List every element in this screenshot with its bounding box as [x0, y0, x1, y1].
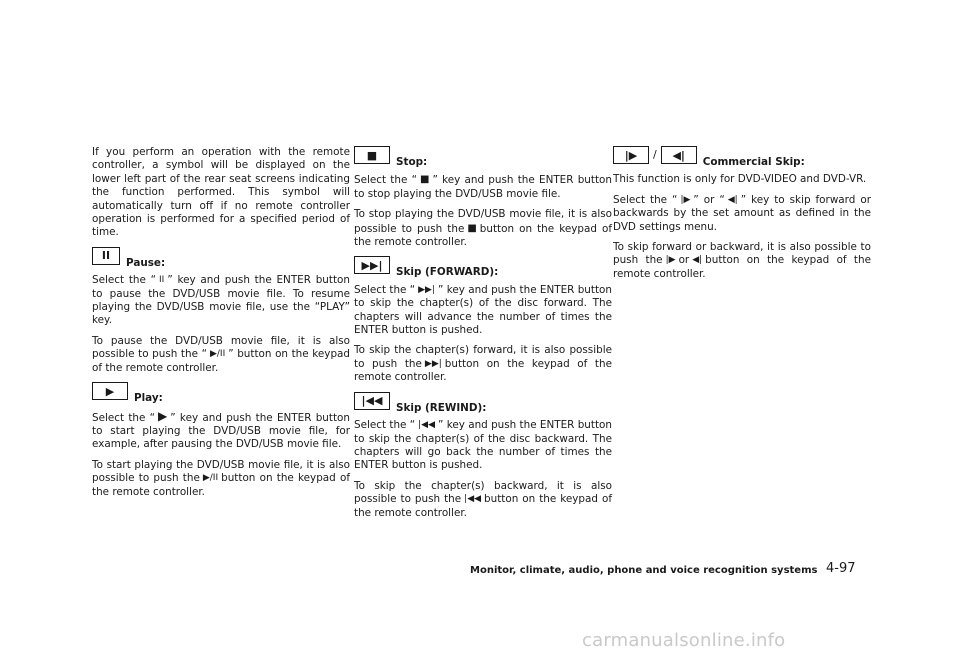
skip-forward-icon: ▶▶|: [354, 256, 390, 274]
skip-rewind-icon: |◀◀: [354, 392, 390, 410]
stop-glyph-icon: ■: [419, 174, 430, 186]
pause-heading-text: Pause:: [126, 256, 166, 269]
pause-glyph-icon: II: [159, 275, 165, 286]
skip-rewind-paragraph-2: To skip the chapter(s) backward, it is also possible to push the |◀◀ button on the keypad of the remote controller.: [354, 479, 612, 519]
stop-paragraph-1: Select the “ ■ ” key and push the ENTER button to stop playing the DVD/USB movie file.: [354, 174, 612, 200]
pause-heading: [92, 247, 350, 270]
commercial-skip-paragraph-1: This function is only for DVD-VIDEO and DVD-VR.: [613, 173, 867, 186]
stop-button-glyph-icon: ■: [467, 222, 477, 234]
play-icon: ▶: [92, 382, 128, 400]
commercial-skip-heading-text: Commercial Skip:: [702, 156, 805, 168]
skip-rewind-paragraph-1: Select the “ |◀◀ ” key and push the ENTER button to skip the chapter(s) of the disc backward. The chapters will go back the number of times the ENTER button is pushed.: [354, 419, 612, 472]
footer-title: Monitor, climate, audio, phone and voice recognition systems: [470, 565, 818, 576]
column-middle: [354, 146, 612, 527]
skip-forward-heading: [354, 256, 612, 279]
pause-paragraph-1: Select the “ II ” key and push the ENTER button to pause the DVD/USB movie file. To resume playing the DVD/USB movie file, use the “PLAY” key.: [92, 274, 350, 327]
play-glyph-icon: ▶: [158, 408, 168, 423]
skip-rewind-glyph-icon: |◀◀: [418, 420, 435, 431]
skip-forward-button-glyph-icon: ▶▶|: [424, 358, 442, 369]
play-pause-glyph-icon: ▶/II: [209, 349, 226, 360]
skip-forward-glyph-icon: ▶▶|: [418, 284, 435, 295]
skip-rewind-heading: [354, 392, 612, 415]
commercial-skip-heading: [613, 146, 871, 169]
skip-rewind-heading-text: Skip (REWIND):: [396, 401, 487, 414]
commercial-skip-back-icon: ◀|: [661, 146, 697, 164]
commercial-skip-paragraph-2: Select the “ |▶ ” or “ ◀| ” key to skip forward or backwards by the set amount as defined in the DVD settings menu.: [613, 193, 871, 233]
column-left: [92, 146, 350, 506]
play-paragraph-2: To start playing the DVD/USB movie file, it is also possible to push the ▶/II button on the keypad of the remote controller.: [92, 458, 350, 498]
pause-icon: II: [92, 247, 120, 265]
stop-heading-text: Stop:: [396, 156, 428, 168]
stop-heading: [354, 146, 612, 169]
skip-forward-paragraph-1: Select the “ ▶▶| ” key and push the ENTER button to skip the chapter(s) of the disc forward. The chapters will advance the number of times the ENTER button is pushed.: [354, 283, 612, 337]
play-paragraph-1: Select the “ ▶ ” key and push the ENTER button to start playing the DVD/USB movie file, for example, after pausing the DVD/USB movie file.: [92, 408, 350, 451]
column-right: [613, 146, 871, 288]
play-heading-text: Play:: [134, 392, 163, 405]
watermark: carmanualsonline.info: [582, 630, 786, 651]
commercial-skip-forward-icon: |▶: [613, 146, 649, 164]
icon-separator: /: [653, 148, 657, 161]
commercial-skip-paragraph-3: To skip forward or backward, it is also possible to push the |▶ or ◀| button on the keypad of the remote controller.: [613, 241, 871, 280]
commercial-skip-forward-glyph-icon: |▶: [680, 194, 691, 205]
intro-paragraph: If you perform an operation with the remote controller, a symbol will be displayed on the lower left part of the rear seat screens indicating the function performed. This symbol will automatically turn off if no remote controller operation is performed for a specified period of time.: [92, 146, 350, 239]
skip-rewind-button-glyph-icon: |◀◀: [464, 494, 482, 505]
play-heading: [92, 382, 350, 405]
skip-forward-paragraph-2: To skip the chapter(s) forward, it is also possible to push the ▶▶| button on the keypad of the remote controller.: [354, 344, 612, 384]
stop-icon: ■: [354, 146, 390, 164]
play-pause-button-glyph-icon: ▶/II: [202, 473, 219, 484]
commercial-skip-forward-button-glyph-icon: |▶: [665, 255, 676, 266]
commercial-skip-back-glyph-icon: ◀|: [727, 194, 738, 205]
stop-paragraph-2: To stop playing the DVD/USB movie file, it is also possible to push the ■ button on the keypad of the remote controller.: [354, 208, 612, 249]
page-number: 4-97: [826, 561, 856, 576]
skip-forward-heading-text: Skip (FORWARD):: [396, 266, 499, 279]
commercial-skip-back-button-glyph-icon: ◀|: [692, 255, 703, 266]
pause-paragraph-2: To pause the DVD/USB movie file, it is also possible to push the “ ▶/II ” button on the keypad of the remote controller.: [92, 334, 350, 374]
